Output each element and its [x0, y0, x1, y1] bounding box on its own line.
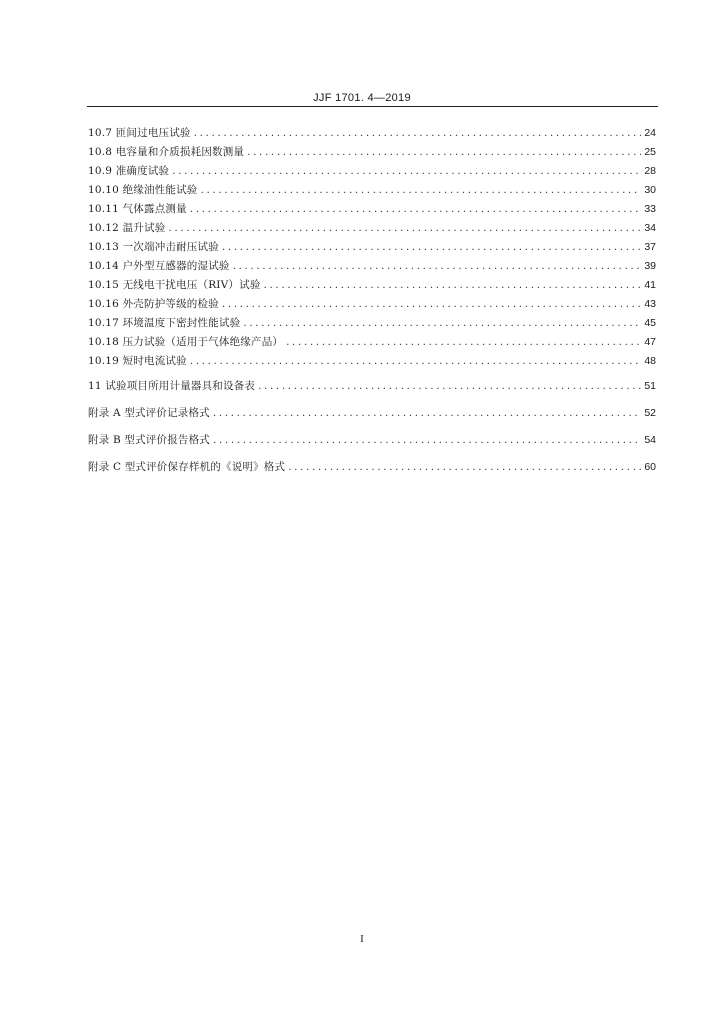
- dot-leader: [264, 276, 642, 295]
- toc-entry-page: 24: [644, 127, 656, 139]
- dot-leader: [288, 458, 641, 477]
- toc-entry-page: 41: [644, 279, 656, 291]
- toc-entry-page: 51: [644, 380, 656, 392]
- toc-entry-label: 附录 A 型式评价记录格式: [88, 407, 210, 419]
- dot-leader: [247, 143, 641, 162]
- toc-entry-page: 48: [644, 355, 656, 367]
- dot-leader: [201, 181, 642, 200]
- dot-leader: [286, 333, 641, 352]
- toc-entry[interactable]: [88, 143, 656, 162]
- toc-entry[interactable]: [88, 352, 656, 371]
- toc-entry[interactable]: [88, 431, 656, 450]
- toc-entry-page: 25: [644, 146, 656, 158]
- page-number: I: [360, 933, 364, 945]
- dot-leader: [233, 257, 642, 276]
- dot-leader: [222, 295, 641, 314]
- table-of-contents: [88, 124, 656, 477]
- toc-entry-label: 10.13 一次端冲击耐压试验: [88, 241, 219, 253]
- toc-entry-page: 52: [644, 407, 656, 419]
- toc-entry[interactable]: [88, 404, 656, 423]
- toc-entry[interactable]: [88, 295, 656, 314]
- document-code: JJF 1701. 4—2019: [313, 92, 411, 104]
- toc-entry-page: 33: [644, 203, 656, 215]
- toc-entry-label: 11 试验项目所用计量器具和设备表: [88, 380, 256, 392]
- dot-leader: [190, 200, 642, 219]
- toc-entry-label: 10.16 外壳防护等级的检验: [88, 298, 219, 310]
- toc-entry-label: 10.15 无线电干扰电压（RIV）试验: [88, 279, 261, 291]
- toc-entry-label: 10.11 气体露点测量: [88, 203, 187, 215]
- toc-entry[interactable]: [88, 276, 656, 295]
- dot-leader: [222, 238, 641, 257]
- toc-entry-label: 附录 C 型式评价保存样机的《说明》格式: [88, 461, 286, 473]
- toc-entry[interactable]: [88, 377, 656, 396]
- toc-entry-page: 60: [644, 461, 656, 473]
- dot-leader: [213, 404, 641, 423]
- toc-entry-label: 10.8 电容量和介质损耗因数测量: [88, 146, 245, 158]
- toc-entry-label: 10.19 短时电流试验: [88, 355, 187, 367]
- header-divider: [87, 106, 658, 107]
- toc-entry-label: 10.12 温升试验: [88, 222, 166, 234]
- dot-leader: [172, 162, 641, 181]
- toc-entry[interactable]: [88, 333, 656, 352]
- toc-entry-label: 10.9 准确度试验: [88, 165, 170, 177]
- toc-entry[interactable]: [88, 181, 656, 200]
- toc-entry-label: 附录 B 型式评价报告格式: [88, 434, 210, 446]
- toc-entry-page: 54: [644, 434, 656, 446]
- toc-entry[interactable]: [88, 238, 656, 257]
- toc-entry-page: 47: [644, 336, 656, 348]
- toc-entry-label: 10.18 压力试验（适用于气体绝缘产品）: [88, 336, 284, 348]
- toc-entry[interactable]: [88, 314, 656, 333]
- toc-entry-label: 10.10 绝缘油性能试验: [88, 184, 198, 196]
- toc-entry-label: 10.14 户外型互感器的湿试验: [88, 260, 230, 272]
- toc-entry-label: 10.17 环境温度下密封性能试验: [88, 317, 241, 329]
- toc-entry-page: 28: [644, 165, 656, 177]
- dot-leader: [194, 124, 642, 143]
- toc-entry[interactable]: [88, 257, 656, 276]
- dot-leader: [258, 377, 641, 396]
- toc-entry-page: 37: [644, 241, 656, 253]
- toc-entry[interactable]: [88, 200, 656, 219]
- toc-entry-page: 43: [644, 298, 656, 310]
- toc-entry[interactable]: [88, 162, 656, 181]
- toc-entry-page: 39: [644, 260, 656, 272]
- toc-entry[interactable]: [88, 219, 656, 238]
- toc-entry-page: 34: [644, 222, 656, 234]
- dot-leader: [190, 352, 642, 371]
- toc-entry[interactable]: [88, 124, 656, 143]
- toc-entry-label: 10.7 匝间过电压试验: [88, 127, 191, 139]
- dot-leader: [168, 219, 641, 238]
- toc-entry-page: 30: [644, 184, 656, 196]
- dot-leader: [213, 431, 641, 450]
- toc-entry-page: 45: [644, 317, 656, 329]
- dot-leader: [243, 314, 641, 333]
- toc-entry[interactable]: [88, 458, 656, 477]
